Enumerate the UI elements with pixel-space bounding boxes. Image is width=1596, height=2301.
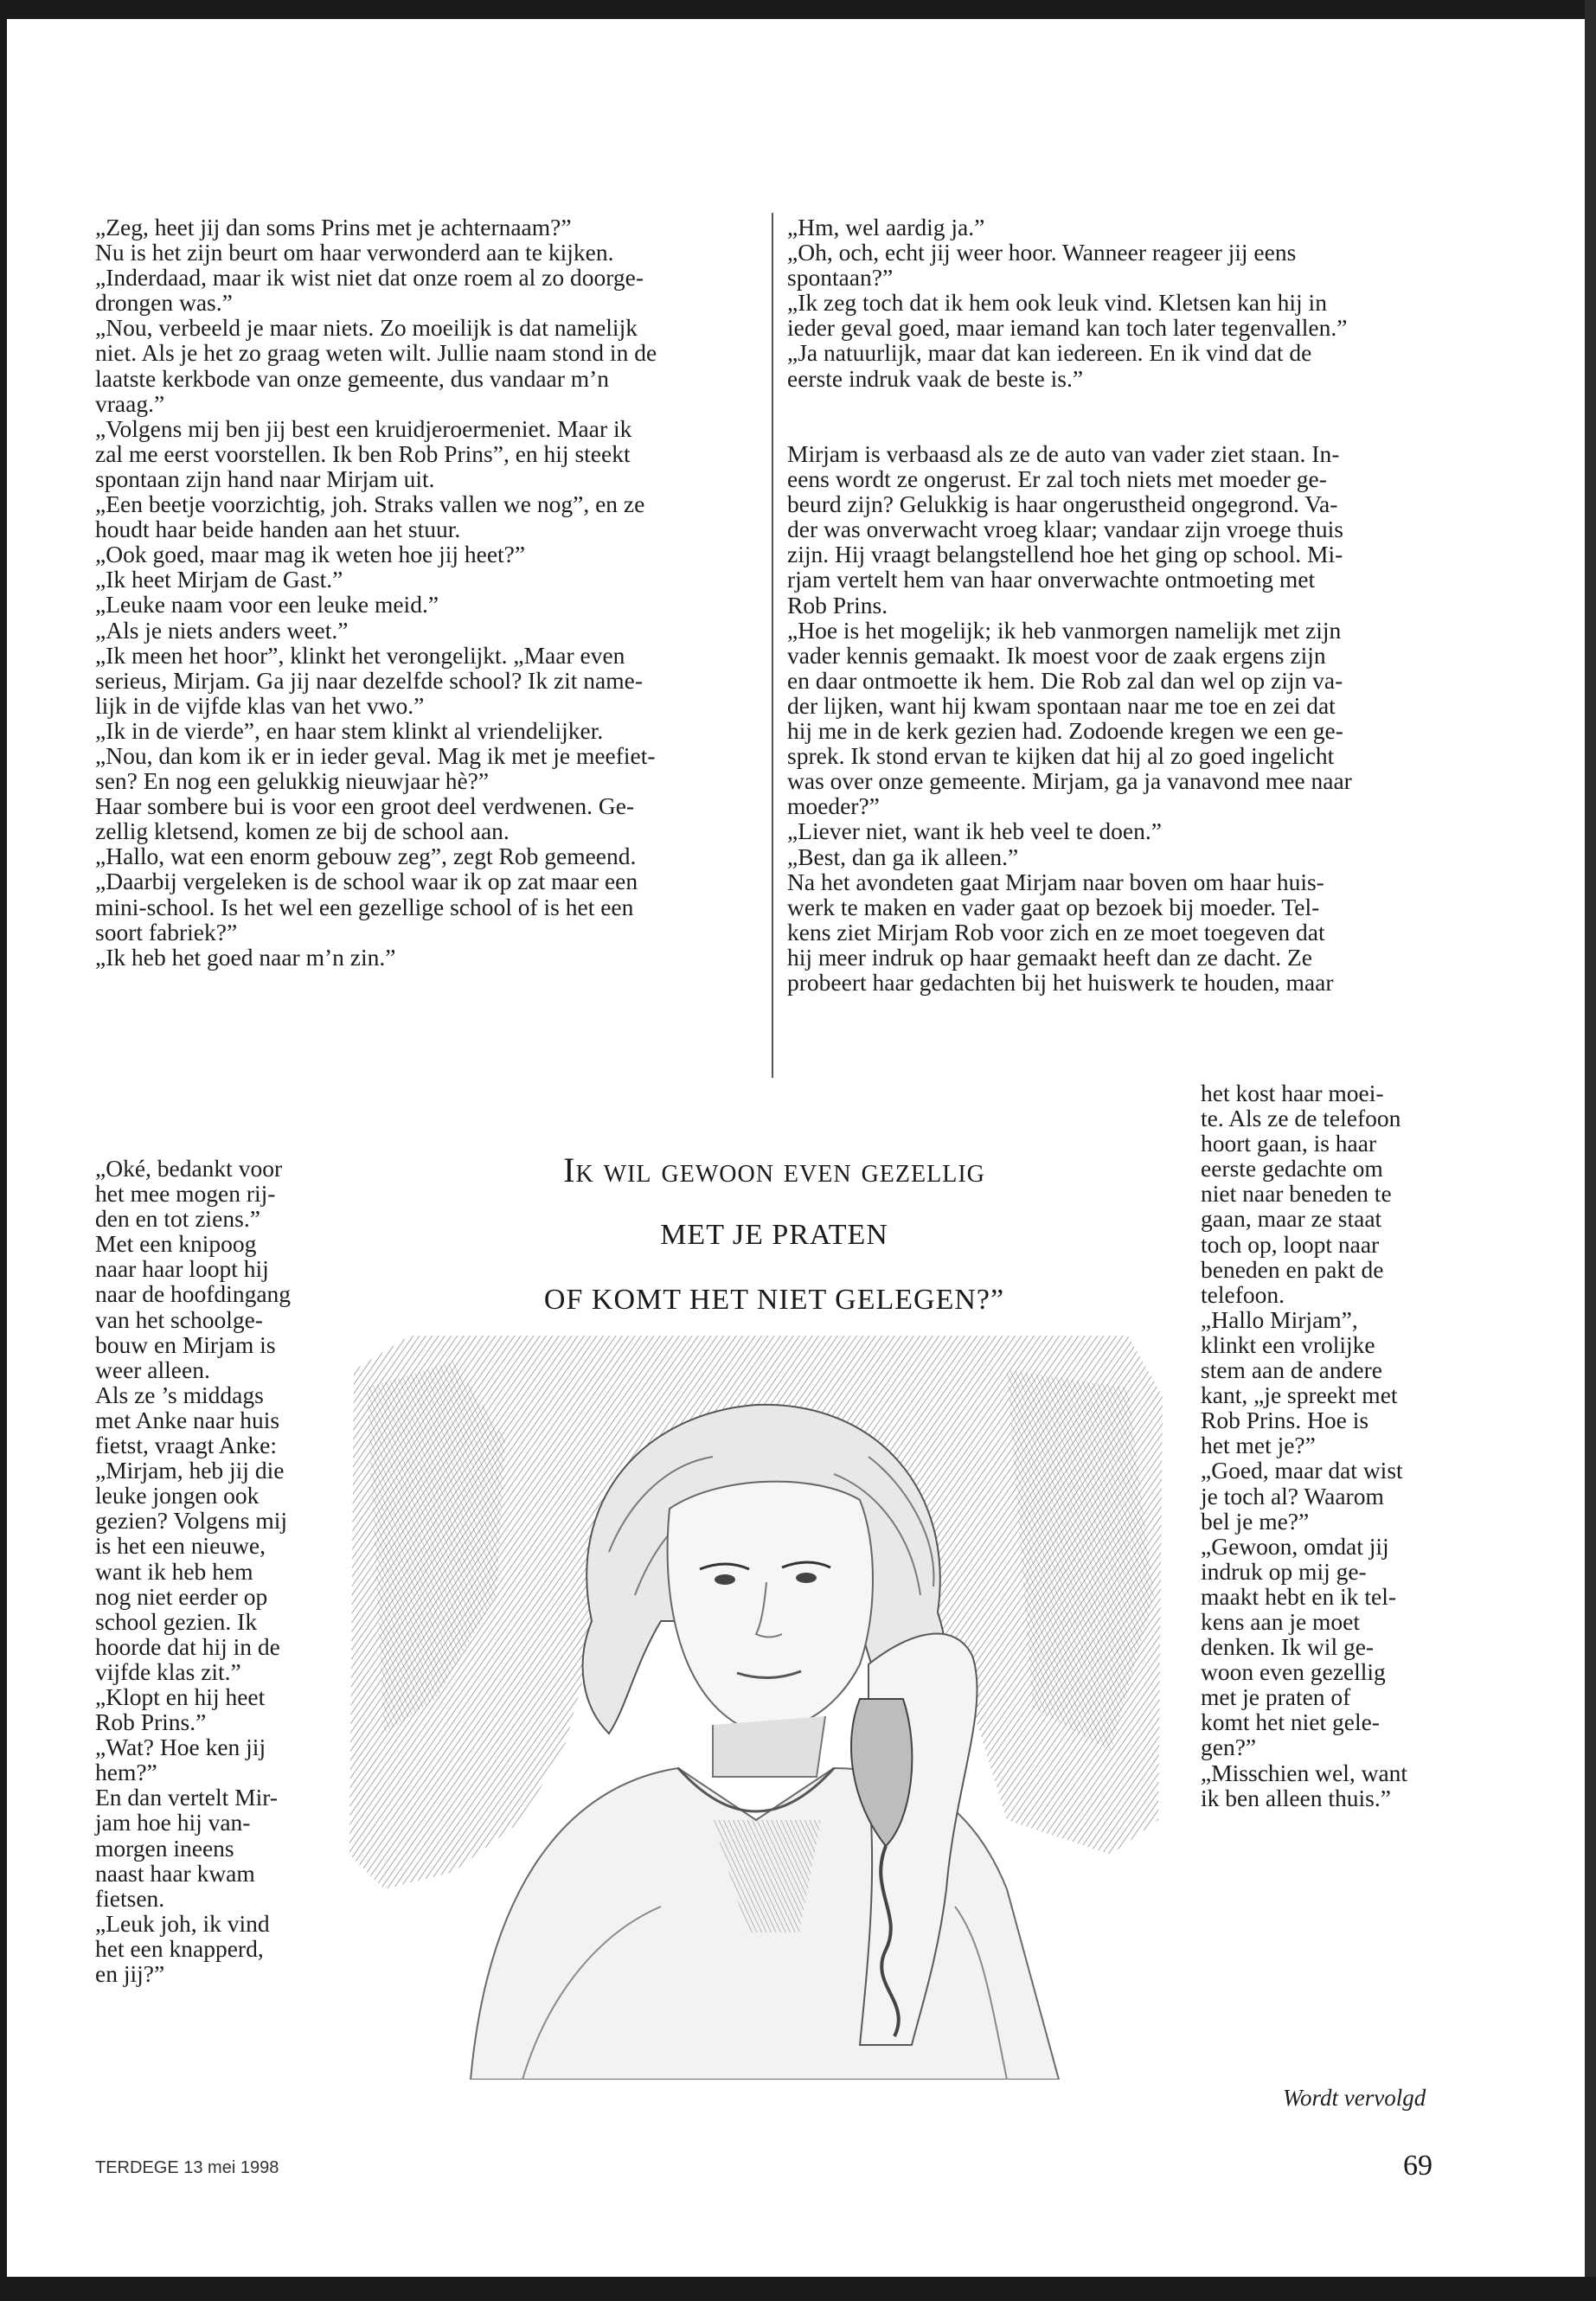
text-line: drongen was.” <box>95 289 233 317</box>
text-line: kens ziet Mirjam Rob voor zich en ze moet toegeven dat <box>787 918 1325 945</box>
text-line: bel je me?” <box>1201 1507 1310 1535</box>
text-line: Mirjam is verbaasd als ze de auto van vader ziet staan. In- <box>787 440 1340 467</box>
text-line: „Ik zeg toch dat ik hem ook leuk vind. Kletsen kan hij in <box>787 289 1327 317</box>
text-line: indruk op mij ge- <box>1201 1557 1367 1585</box>
column-left <box>95 215 657 970</box>
text-line: zijn. Hij vraagt belangstellend hoe het ging op school. Mi- <box>787 541 1343 568</box>
text-line: hij meer indruk op haar gemaakt heeft dan ze dacht. Ze <box>787 943 1313 971</box>
text-line: morgen ineens <box>95 1834 234 1862</box>
text-line: „Wat? Hoe ken jij <box>95 1734 266 1761</box>
text-line: met je praten of <box>1201 1683 1351 1711</box>
text-line: stem aan de andere <box>1201 1356 1382 1384</box>
text-line: het kost haar moei- <box>1201 1080 1384 1106</box>
pull-quote-line: OF KOMT HET NIET GELEGEN?” <box>543 1284 1005 1316</box>
text-line: zal me eerst voorstellen. Ik ben Rob Prins”, en hij steekt <box>95 439 631 467</box>
text-line: „Inderdaad, maar ik wist niet dat onze roem al zo doorge- <box>95 264 644 292</box>
text-line: „Leuke naam voor een leuke meid.” <box>95 591 439 619</box>
text-line: kant, „je spreekt met <box>1201 1381 1398 1409</box>
text-line: probeert haar gedachten bij het huiswerk te houden, maar <box>787 968 1334 996</box>
text-line: „Klopt en hij heet <box>95 1682 266 1710</box>
pencil-illustration-girl-on-phone <box>349 1336 1180 2080</box>
page-number: 69 <box>1403 2150 1433 2182</box>
column-left-narrow <box>95 1156 291 1986</box>
text-line: was over onze gemeente. Mirjam, ga ja vanavond mee naar <box>787 767 1352 795</box>
text-line: „Hallo, wat een enorm gebouw zeg”, zegt Rob gemeend. <box>95 843 637 870</box>
scan-border-left <box>0 0 7 2301</box>
text-line: hoorde dat hij in de <box>95 1632 280 1660</box>
text-line: toch op, loopt naar <box>1201 1230 1380 1258</box>
scan-border-right <box>1585 0 1596 2301</box>
text-line: nog niet eerder op <box>95 1582 268 1610</box>
text-line: niet naar beneden te <box>1201 1180 1392 1208</box>
text-line: „Oké, bedankt voor <box>95 1155 283 1182</box>
text-line: serieus, Mirjam. Ga jij naar dezelfde school? Ik zit name- <box>95 666 644 694</box>
text-line: fietsen. <box>95 1884 165 1912</box>
text-line: spontaan?” <box>787 264 894 292</box>
text-line: denken. Ik wil ge- <box>1201 1633 1375 1661</box>
text-line: vraag.” <box>95 389 165 417</box>
text-line: naar haar loopt hij <box>95 1255 269 1283</box>
text-line: naar de hoofdingang <box>95 1280 292 1308</box>
text-line: Rob Prins. <box>787 591 888 619</box>
text-line: „Liever niet, want ik heb veel te doen.” <box>787 817 1162 845</box>
text-line: want ik heb hem <box>95 1557 253 1585</box>
text-line: weer alleen. <box>95 1356 210 1383</box>
text-line: komt het niet gele- <box>1201 1708 1380 1736</box>
text-line: fietst, vraagt Anke: <box>95 1432 278 1459</box>
text-line: „Hallo Mirjam”, <box>1201 1305 1358 1333</box>
text-line: houdt haar beide handen aan het stuur. <box>95 516 461 543</box>
text-line: sprek. Ik stond ervan te kijken dat hij al zo goed ingelicht <box>787 742 1335 770</box>
text-line: „Ik in de vierde”, en haar stem klinkt al vriendelijker. <box>95 716 604 744</box>
text-line: naast haar kwam <box>95 1859 255 1887</box>
text-line: gaan, maar ze staat <box>1201 1205 1382 1233</box>
text-line: „Mirjam, heb jij die <box>95 1457 285 1484</box>
scan-border-top <box>0 0 1596 19</box>
text-line: jam hoe hij van- <box>95 1809 251 1836</box>
text-line: „Nou, dan kom ik er in ieder geval. Mag ik met je meefiet- <box>95 741 656 769</box>
text-line: maakt hebt en ik tel- <box>1201 1582 1397 1610</box>
text-line: lijk in de vijfde klas van het vwo.” <box>95 691 425 719</box>
text-line: moeder?” <box>787 792 880 820</box>
text-line: „Volgens mij ben jij best een kruidjeroermeniet. Maar ik <box>95 414 632 442</box>
text-line: „Leuk joh, ik vind <box>95 1909 270 1937</box>
text-line: werk te maken en vader gaat op bezoek bij moeder. Tel- <box>787 893 1320 920</box>
text-line: klinkt een vrolijke <box>1201 1330 1375 1358</box>
text-line: hoort gaan, is haar <box>1201 1130 1377 1157</box>
text-line: der lijken, want hij kwam spontaan naar me toe en zei dat <box>787 691 1336 719</box>
column-right-middle <box>787 441 1352 995</box>
text-line: met Anke naar huis <box>95 1406 280 1433</box>
text-line: soort fabriek?” <box>95 918 238 945</box>
text-line: der was onverwacht vroeg klaar; vandaar zijn vroege thuis <box>787 516 1343 543</box>
text-line: leuke jongen ook <box>95 1482 260 1509</box>
text-line: „Als je niets anders weet.” <box>95 616 349 644</box>
text-line: „Ik heet Mirjam de Gast.” <box>95 566 343 593</box>
text-line: En dan vertelt Mir- <box>95 1784 278 1811</box>
text-line: eerste gedachte om <box>1201 1155 1383 1183</box>
text-line: den en tot ziens.” <box>95 1205 260 1233</box>
scan-border-bottom <box>0 2277 1596 2301</box>
text-line: „Zeg, heet jij dan soms Prins met je achternaam?” <box>95 214 572 240</box>
text-line: Nu is het zijn beurt om haar verwonderd aan te kijken. <box>95 239 614 266</box>
text-line: vijfde klas zit.” <box>95 1657 241 1685</box>
text-line: sen? En nog een gelukkig nieuwjaar hè?” <box>95 767 490 795</box>
text-line: kens aan je moet <box>1201 1607 1361 1635</box>
text-line: „Goed, maar dat wist <box>1201 1457 1403 1484</box>
continued-note: Wordt vervolgd <box>1283 2085 1426 2111</box>
text-line: het met je?” <box>1201 1432 1316 1459</box>
text-line: Rob Prins. Hoe is <box>1201 1407 1369 1434</box>
text-line: „Daarbij vergeleken is de school waar ik op zat maar een <box>95 868 638 895</box>
text-line: en daar ontmoette ik hem. Die Rob zal dan wel op zijn va- <box>787 666 1343 694</box>
text-line: „Hoe is het mogelijk; ik heb vanmorgen namelijk met zijn <box>787 616 1342 644</box>
text-line: hij me in de kerk gezien had. Zodoende kregen we een ge- <box>787 717 1343 745</box>
text-line: Met een knipoog <box>95 1230 257 1258</box>
text-line: mini-school. Is het wel een gezellige school of is het een <box>95 893 634 920</box>
text-line: telefoon. <box>1201 1280 1285 1308</box>
column-divider <box>772 213 773 1078</box>
text-line: te. Als ze de telefoon <box>1201 1105 1401 1132</box>
text-line: woon even gezellig <box>1201 1658 1386 1686</box>
pull-quote-line: Ik wil gewoon even gezellig <box>563 1150 985 1189</box>
text-line: Rob Prins.” <box>95 1708 207 1736</box>
text-line: het mee mogen rij- <box>95 1180 276 1208</box>
text-line: rjam vertelt hem van haar onverwachte ontmoeting met <box>787 566 1316 593</box>
text-line: „Misschien wel, want <box>1201 1759 1408 1786</box>
column-right-top <box>787 215 1347 391</box>
text-line: en jij?” <box>95 1960 165 1987</box>
text-line: eens wordt ze ongerust. Er zal toch niets met moeder ge- <box>787 465 1327 493</box>
text-line: eerste indruk vaak de beste is.” <box>787 364 1084 392</box>
text-line: „Ik meen het hoor”, klinkt het verongelijkt. „Maar even <box>95 641 625 669</box>
text-line: niet. Als je het zo graag weten wilt. Jullie naam stond in de <box>95 339 657 367</box>
text-line: „Hm, wel aardig ja.” <box>787 214 985 240</box>
text-line: spontaan zijn hand naar Mirjam uit. <box>95 465 435 492</box>
text-line: gezien? Volgens mij <box>95 1507 288 1535</box>
text-line: is het een nieuwe, <box>95 1532 266 1560</box>
text-line: zellig kletsend, komen ze bij de school aan. <box>95 817 510 845</box>
face <box>668 1482 873 1731</box>
text-line: Als ze ’s middags <box>95 1381 264 1408</box>
text-line: „Ook goed, maar mag ik weten hoe jij heet?” <box>95 541 526 568</box>
text-line: Na het avondeten gaat Mirjam naar boven om haar huis- <box>787 868 1324 895</box>
text-line: beneden en pakt de <box>1201 1255 1384 1283</box>
text-line: vader kennis gemaakt. Ik moest voor de zaak ergens zijn <box>787 641 1326 669</box>
text-line: ieder geval goed, maar iemand kan toch later tegenvallen.” <box>787 314 1348 342</box>
text-line: „Best, dan ga ik alleen.” <box>787 843 1019 870</box>
text-line: van het schoolge- <box>95 1305 263 1333</box>
text-line: Haar sombere bui is voor een groot deel verdwenen. Ge- <box>95 792 635 820</box>
text-line: hem?” <box>95 1759 157 1786</box>
pull-quote-line: MET JE PRATEN <box>660 1219 888 1251</box>
pull-quote <box>415 1138 1133 1332</box>
text-line: „Een beetje voorzichtig, joh. Straks vallen we nog”, en ze <box>95 490 645 518</box>
text-line: laatste kerkbode van onze gemeente, dus vandaar m’n <box>95 364 610 392</box>
text-line: „Ik heb het goed naar m’n zin.” <box>95 943 396 971</box>
text-line: school gezien. Ik <box>95 1607 258 1635</box>
text-line: bouw en Mirjam is <box>95 1330 276 1358</box>
text-line: gen?” <box>1201 1734 1257 1761</box>
text-line: beurd zijn? Gelukkig is haar ongerustheid ongegrond. Va- <box>787 490 1338 518</box>
text-line: „Ja natuurlijk, maar dat kan iedereen. En ik vind dat de <box>787 339 1312 367</box>
column-right-narrow <box>1201 1080 1407 1811</box>
publication-footer: TERDEGE 13 mei 1998 <box>95 2158 279 2177</box>
text-line: je toch al? Waarom <box>1201 1482 1384 1509</box>
text-line: „Nou, verbeeld je maar niets. Zo moeilijk is dat namelijk <box>95 314 638 342</box>
text-line: „Gewoon, omdat jij <box>1201 1532 1389 1560</box>
text-line: „Oh, och, echt jij weer hoor. Wanneer reageer jij eens <box>787 239 1297 266</box>
text-line: het een knapperd, <box>95 1934 264 1962</box>
text-line: ik ben alleen thuis.” <box>1201 1784 1391 1811</box>
